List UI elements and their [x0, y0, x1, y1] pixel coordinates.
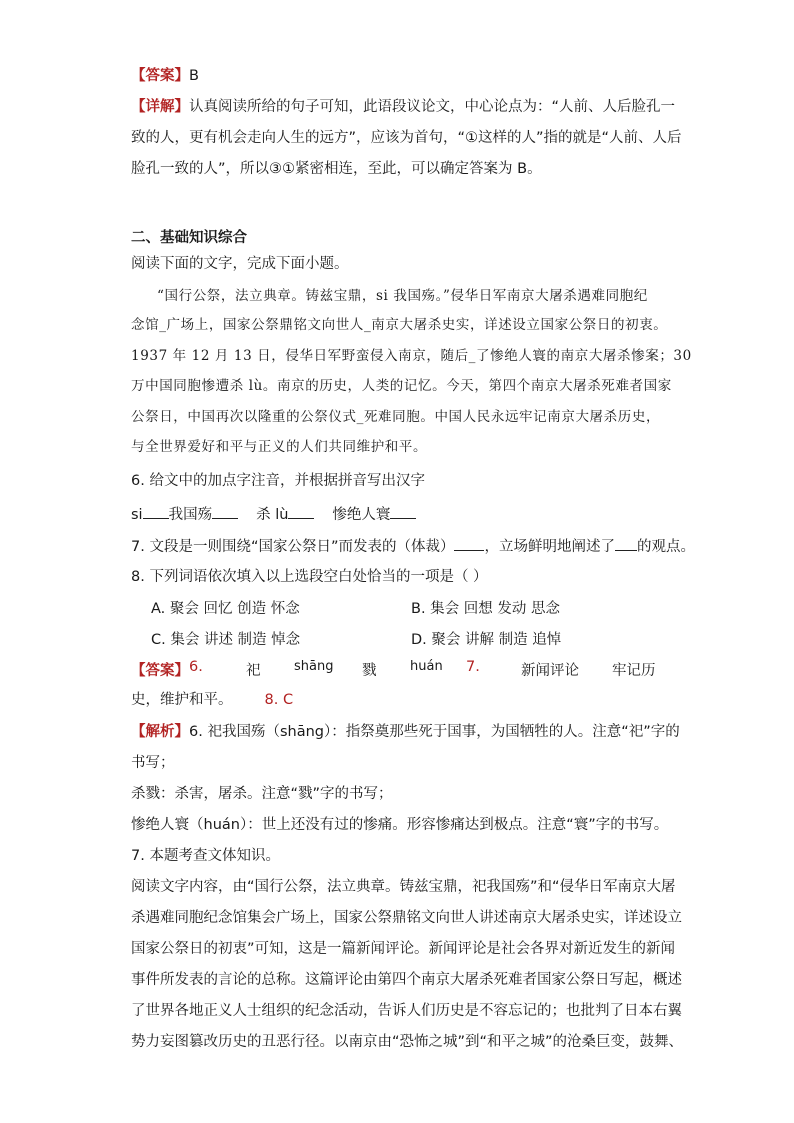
q7-text: ，立场鲜明地阐述了 — [484, 539, 615, 555]
section-instruction: 阅读下面的文字，完成下面小题。 — [131, 256, 349, 272]
q8-option-d: D. 聚会 讲解 制造 追悼 — [411, 632, 562, 648]
section-heading: 二、基础知识综合 — [131, 230, 247, 246]
detail-text: 认真阅读所给的句子可知，此语段议论文，中心论点为：“人前、人后脸孔一 — [189, 99, 676, 115]
q8-stem: 8. 下列词语依次填入以上选段空白处恰当的一项是（ ） — [131, 569, 488, 585]
answer-value: B — [189, 68, 199, 84]
fill-blank — [212, 504, 238, 519]
answers-line2 — [131, 690, 293, 710]
analysis-line: 阅读文字内容，由“国行公祭，法立典章。铸兹宝鼎，祀我国殇”和“侵华日军南京大屠 — [131, 879, 676, 895]
analysis-line: 杀遇难同胞纪念馆集会广场上，国家公祭鼎铭文向世人讲述南京大屠杀史实，详述设立 — [131, 910, 682, 926]
q7-text: 7. 文段是一则围绕“国家公祭日”而发表的（体裁） — [131, 539, 455, 555]
q6-stem: 6. 给文中的加点字注音，并根据拼音写出汉字 — [131, 473, 425, 489]
detail-line: 脸孔一致的人”，所以③①紧密相连，至此，可以确定答案为 B。 — [131, 161, 542, 177]
passage-line: 与全世界爱好和平与正义的人们共同维护和平。 — [131, 439, 428, 455]
q8-option-a: A. 聚会 回忆 创造 怀念 — [151, 601, 300, 617]
answer-num: 8. C — [264, 692, 294, 708]
answer-pinyin: huán — [410, 659, 443, 674]
q8-option-c: C. 集会 讲述 制造 悼念 — [151, 632, 301, 648]
analysis-text: 6. 祀我国殇（shāng）：指祭奠那些死于国事，为国牺牲的人。注意“祀”字的 — [189, 724, 680, 740]
q8-option-b: B. 集会 回想 发动 思念 — [411, 601, 560, 617]
fill-blank — [454, 536, 484, 551]
passage-line: 公祭日，中国再次以隆重的公祭仪式_死难同胞。中国人民永远牢记南京大屠杀历史， — [131, 409, 661, 425]
fill-blank — [288, 504, 314, 519]
fill-blank — [143, 504, 169, 519]
q6-pinyin-si: si — [131, 507, 143, 523]
q7-stem — [131, 536, 695, 557]
analysis-tag: 【解析】 — [131, 724, 189, 740]
answer-num: 7. — [466, 659, 480, 675]
analysis-line: 杀戮：杀害，屠杀。注意“戮”字的书写； — [131, 786, 393, 802]
q7-text: 的观点。 — [636, 539, 695, 555]
answer-text: 牢记历 — [612, 663, 656, 679]
analysis-line: 事件所发表的言论的总称。这篇评论由第四个南京大屠杀死难者国家公祭日写起，概述 — [131, 972, 682, 988]
analysis-line: 国家公祭日的初衷”可知，这是一篇新闻评论。新闻评论是社会各界对新近发生的新闻 — [131, 941, 676, 957]
passage-line: 万中国同胞惨遭杀 lù。南京的历史，人类的记忆。今天，第四个南京大屠杀死难者国家 — [131, 378, 672, 394]
analysis-line: 书写； — [131, 755, 175, 771]
analysis-line: 7. 本题考查文体知识。 — [131, 848, 280, 864]
q6-word: 惨绝人寰 — [332, 507, 391, 523]
q5-answer-line — [131, 66, 199, 86]
analysis-line: 势力妄图篡改历史的丑恶行径。以南京由“恐怖之城”到“和平之城”的沧桑巨变，鼓舞、 — [131, 1034, 684, 1050]
passage-line: 念馆_广场上，国家公祭鼎铭文向世人_南京大屠杀史实，详述设立国家公祭日的初衷。 — [131, 317, 668, 333]
detail-line: 致的人，更有机会走向人生的远方”，应该为首句，“①这样的人”指的就是“人前、人后 — [131, 130, 682, 146]
analysis-line: 了世界各地正义人士组织的纪念活动，告诉人们历史是不容忘记的；也批判了日本右翼 — [131, 1003, 682, 1019]
answer-tag: 【答案】 — [131, 663, 189, 679]
passage-line: “国行公祭，法立典章。铸兹宝鼎，si 我国殇。”侵华日军南京大屠杀遇难同胞纪 — [157, 288, 648, 304]
answer-text: 新闻评论 — [521, 663, 579, 679]
answer-char: 祀 — [246, 663, 261, 679]
answer-pinyin: shāng — [294, 659, 334, 674]
fill-blank — [615, 536, 637, 551]
analysis-line: 惨绝人寰（huán）：世上还没有过的惨痛。形容惨痛达到极点。注意“寰”字的书写。 — [131, 817, 669, 833]
answer-tag: 【答案】 — [131, 68, 189, 84]
analysis-line — [131, 722, 680, 742]
answer-num: 6. — [189, 659, 203, 675]
answers-row — [0, 659, 794, 681]
q6-blanks — [131, 504, 416, 525]
q6-word: 我国殇 — [168, 507, 213, 523]
answer-char: 戮 — [362, 663, 377, 679]
fill-blank — [390, 504, 416, 519]
passage-line: 1937 年 12 月 13 日，侵华日军野蛮侵入南京，随后_了惨绝人寰的南京大屠杀惨案；30 — [131, 348, 692, 364]
answer-text: 史，维护和平。 — [131, 692, 233, 708]
detail-line — [131, 97, 675, 117]
detail-tag: 【详解】 — [131, 99, 189, 115]
q6-word: 杀 lù — [256, 507, 289, 523]
